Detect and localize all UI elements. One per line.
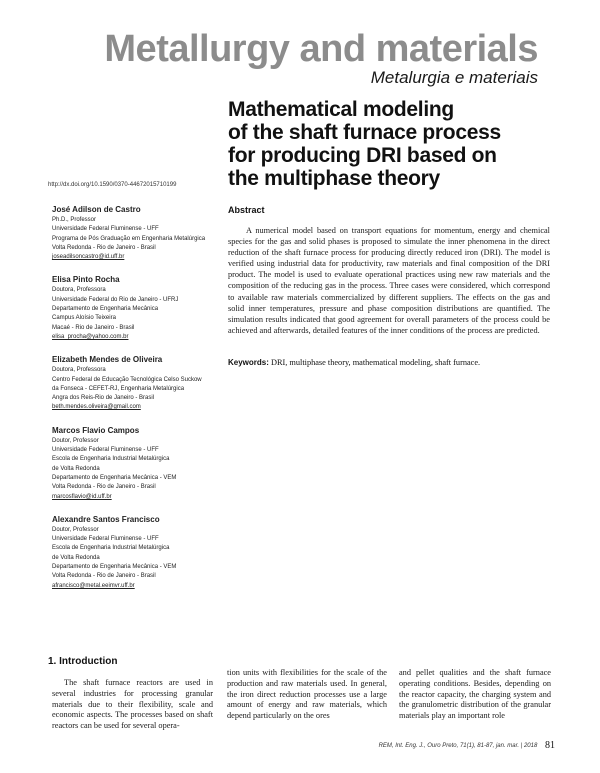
- body-paragraph: tion units with flexibilities for the scale of the production and raw materials used. In general, the iron direct reduction processes use a large amount of energy and raw materials, which depend particularly on the ores: [227, 668, 387, 721]
- abstract-heading: Abstract: [228, 205, 265, 215]
- author-affiliation-line: Departamento de Engenharia Mecânica - VEM: [52, 474, 177, 481]
- author-email-link[interactable]: elisa_procha@yahoo.com.br: [52, 333, 129, 340]
- abstract-body: [228, 225, 550, 336]
- keywords-label: Keywords:: [228, 358, 269, 367]
- author-affiliation-line: Doutora, Professora: [52, 287, 106, 294]
- author-affiliation-line: da Fonseca - CEFET-RJ, Engenharia Metalúrgica: [52, 385, 185, 392]
- introduction-column-3: [399, 668, 551, 722]
- author-email-link[interactable]: joseadilsoncastro@id.uff.br: [52, 254, 125, 261]
- introduction-heading: 1. Introduction: [48, 656, 118, 667]
- article-title: [228, 98, 548, 190]
- author-name: José Adilson de Castro: [52, 205, 141, 214]
- author-block: [52, 425, 220, 502]
- section-title: Metallurgy and materials: [104, 28, 538, 70]
- author-email-link[interactable]: marcosflavio@id.uff.br: [52, 493, 112, 500]
- doi-link[interactable]: http://dx.doi.org/10.1590/0370-44672015710199: [48, 182, 177, 188]
- author-affiliation-line: Departamento de Engenharia Mecânica - VEM: [52, 564, 177, 571]
- author-affiliation-line: Doutor, Professor: [52, 437, 99, 444]
- author-affiliation-line: Universidade Federal Fluminense - UFF: [52, 536, 159, 543]
- author-affiliation-line: Escola de Engenharia Industrial Metalúrgica: [52, 545, 170, 552]
- author-name: Elisa Pinto Rocha: [52, 275, 120, 285]
- author-affiliation-line: Campus Aloísio Teixeira: [52, 315, 116, 322]
- article-title-line: the multiphase theory: [228, 167, 440, 190]
- author-list: [52, 204, 220, 603]
- author-block: [52, 514, 220, 591]
- journal-citation: REM, Int. Eng. J., Ouro Preto, 71(1), 81-87, jan. mar. | 2018: [378, 743, 538, 749]
- author-affiliation-line: Universidade Federal do Rio de Janeiro - UFRJ: [52, 296, 179, 303]
- article-title-line: for producing DRI based on: [228, 144, 497, 167]
- keywords-text: DRI, multiphase theory, mathematical modeling, shaft furnace.: [270, 358, 481, 367]
- author-name: Elizabeth Mendes de Oliveira: [52, 355, 163, 365]
- author-name: Marcos Flavio Campos: [52, 425, 140, 435]
- author-affiliation-line: Centro Federal de Educação Tecnológica Celso Suckow: [52, 376, 202, 383]
- abstract-paragraph: A numerical model based on transport equations for momentum, energy and chemical species for the gas and solid phases is proposed to simulate the inner phenomena in the direct reduction of the shaft furnace process for producing directly reduced iron (DRI). The model is verified using industrial data for productivity, raw materials and final composition of the DRI product. The model is used to evaluate operational practices using new raw materials and the composition of the reducing gas in the process. Three cases were considered, which correspond to available raw materials commercialized by different suppliers. The effects on the gas and solid inner temperatures, pressure and phase composition distributions are quantified. The simulation results indicated that good agreement for overall parameters of the process could be achieved and afterwards, detailed features of the inner conditions of the process are predicted.: [228, 226, 550, 335]
- author-affiliation-line: Angra dos Reis-Rio de Janeiro - Brasil: [52, 395, 155, 402]
- section-subtitle: Metalurgia e materiais: [370, 68, 538, 87]
- author-affiliation-line: de Volta Redonda: [52, 554, 100, 561]
- author-block: [52, 354, 220, 412]
- page-number: 81: [545, 740, 555, 751]
- author-affiliation-line: Universidade Federal Fluminense - UFF: [52, 447, 159, 454]
- author-affiliation-line: Doutora, Professora: [52, 367, 106, 374]
- author-block: [52, 274, 220, 342]
- author-affiliation-line: Programa de Pós Graduação em Engenharia Metalúrgica: [52, 235, 206, 242]
- author-affiliation-line: Volta Redonda - Rio de Janeiro - Brasil: [52, 484, 156, 491]
- author-affiliation-line: Volta Redonda - Rio de Janeiro - Brasil: [52, 244, 156, 251]
- author-affiliation-line: Escola de Engenharia Industrial Metalúrgica: [52, 456, 170, 463]
- article-title-line: of the shaft furnace process: [228, 121, 501, 144]
- page-footer: [379, 740, 555, 751]
- author-block: [52, 204, 220, 262]
- body-paragraph: The shaft furnace reactors are used in several industries for processing granular materials due to their flexibility, scale and economic aspects. The processes based on shaft reactors can be used for several opera-: [52, 678, 213, 731]
- author-affiliation-line: Ph.D., Professor: [52, 217, 97, 223]
- author-affiliation-line: Volta Redonda - Rio de Janeiro - Brasil: [52, 573, 156, 580]
- body-paragraph: and pellet qualities and the shaft furnace operating conditions. Besides, depending on the reactor capacity, the charging system and the granulometric distribution of the granular materials play an important role: [399, 668, 551, 721]
- author-name: Alexandre Santos Francisco: [52, 514, 160, 524]
- author-affiliation-line: Departamento de Engenharia Mecânica: [52, 306, 159, 313]
- author-email-link[interactable]: beth.mendes.oliveira@gmail.com: [52, 404, 141, 411]
- author-affiliation-line: Doutor, Professor: [52, 526, 99, 533]
- author-affiliation-line: de Volta Redonda: [52, 465, 100, 472]
- article-title-line: Mathematical modeling: [228, 98, 454, 121]
- keywords: [228, 357, 550, 368]
- author-email-link[interactable]: afrancisco@metal.eeimvr.uff.br: [52, 582, 135, 589]
- author-affiliation-line: Macaé - Rio de Janeiro - Brasil: [52, 324, 135, 331]
- author-affiliation-line: Universidade Federal Fluminense - UFF: [52, 226, 159, 233]
- introduction-column-2: [227, 668, 387, 722]
- introduction-column-1: [52, 674, 213, 732]
